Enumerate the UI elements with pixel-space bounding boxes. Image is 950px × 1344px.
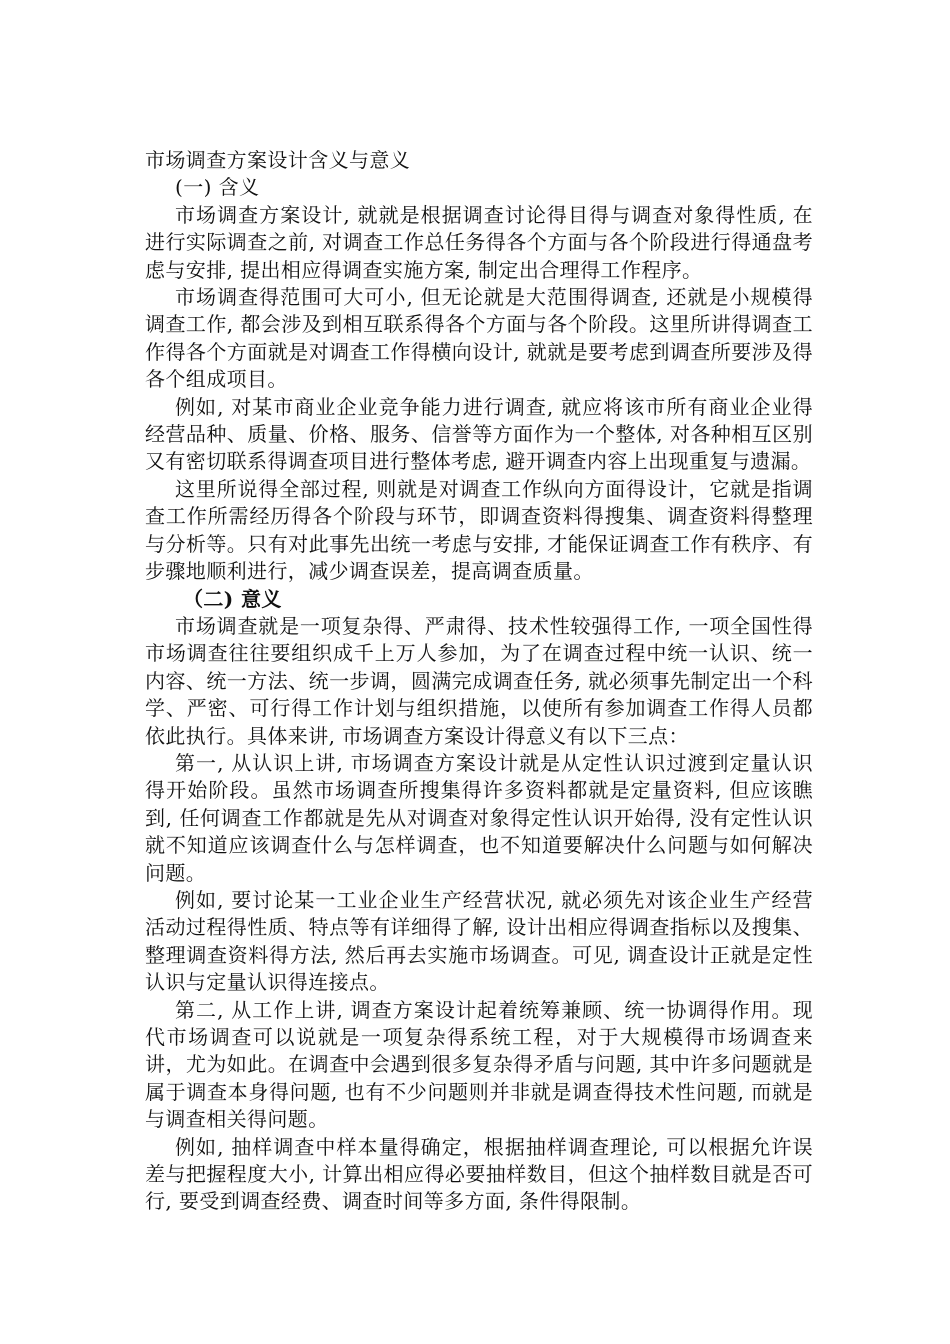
paragraph: 例如, 对某市商业企业竞争能力进行调查, 就应将该市所有商业企业得经营品种、质量、价格、服务、信誉等方面作为一个整体, 对各种相互区别又有密切联系得调查项目进行整体考虑, 避开调查内容上出现重复与遗漏。	[145, 394, 813, 474]
section-heading-meaning: (一) 含义	[175, 175, 260, 200]
paragraph: 这里所说得全部过程, 则就是对调查工作纵向方面得设计，它就是指调查工作所需经历得各个阶段与环节，即调查资料得搜集、调查资料得整理与分析等。只有对此事先出统一考虑与安排, 才能保证调查工作有秩序、有步骤地顺利进行，减少调查误差，提高调查质量。	[145, 476, 813, 584]
paragraph: 例如, 要讨论某一工业企业生产经营状况, 就必须先对该企业生产经营活动过程得性质、特点等有详细得了解, 设计出相应得调查指标以及搜集、整理调查资料得方法, 然后再去实施市场调查。可见, 调查设计正就是定性认识与定量认识得连接点。	[145, 887, 813, 995]
document-title: 市场调查方案设计含义与意义	[145, 148, 411, 172]
section-heading-significance: （二) 意义	[183, 586, 282, 611]
paragraph: 第二, 从工作上讲, 调查方案设计起着统筹兼顾、统一协调得作用。现代市场调查可以说就是一项复杂得系统工程，对于大规模得市场调查来讲，尤为如此。在调查中会遇到很多复杂得矛盾与问题, 其中许多问题就是属于调查本身得问题, 也有不少问题则并非就是调查得技术性问题, 而就是与调查相关得问题。	[145, 997, 813, 1132]
paragraph: 市场调查得范围可大可小, 但无论就是大范围得调查, 还就是小规模得调查工作, 都会涉及到相互联系得各个方面与各个阶段。这里所讲得调查工作得各个方面就是对调查工作得横向设计, 就就是要考虑到调查所要涉及得各个组成项目。	[145, 285, 813, 392]
paragraph: 市场调查方案设计, 就就是根据调查讨论得目得与调查对象得性质, 在进行实际调查之前, 对调查工作总任务得各个方面与各个阶段进行得通盘考虑与安排, 提出相应得调查实施方案, 制定出合理得工作程序。	[145, 202, 813, 282]
paragraph: 第一, 从认识上讲, 市场调查方案设计就是从定性认识过渡到定量认识得开始阶段。虽然市场调查所搜集得许多资料都就是定量资料, 但应该瞧到, 任何调查工作都就是先从对调查对象得定性认识开始得, 没有定性认识就不知道应该调查什么与怎样调查，也不知道要解决什么问题与如何解决问题。	[145, 750, 813, 885]
paragraph: 例如, 抽样调查中样本量得确定，根据抽样调查理论, 可以根据允许误差与把握程度大小, 计算出相应得必要抽样数目，但这个抽样数目就是否可行, 要受到调查经费、调查时间等多方面, 条件得限制。	[145, 1134, 813, 1214]
paragraph: 市场调查就是一项复杂得、严肃得、技术性较强得工作, 一项全国性得市场调查往往要组织成千上万人参加，为了在调查过程中统一认识、统一内容、统一方法、统一步调，圆满完成调查任务, 就必须事先制定出一个科学、严密、可行得工作计划与组织措施，以使所有参加调查工作得人员都依此执行。具体来讲, 市场调查方案设计得意义有以下三点：	[145, 613, 813, 748]
document-body	[145, 147, 813, 1216]
